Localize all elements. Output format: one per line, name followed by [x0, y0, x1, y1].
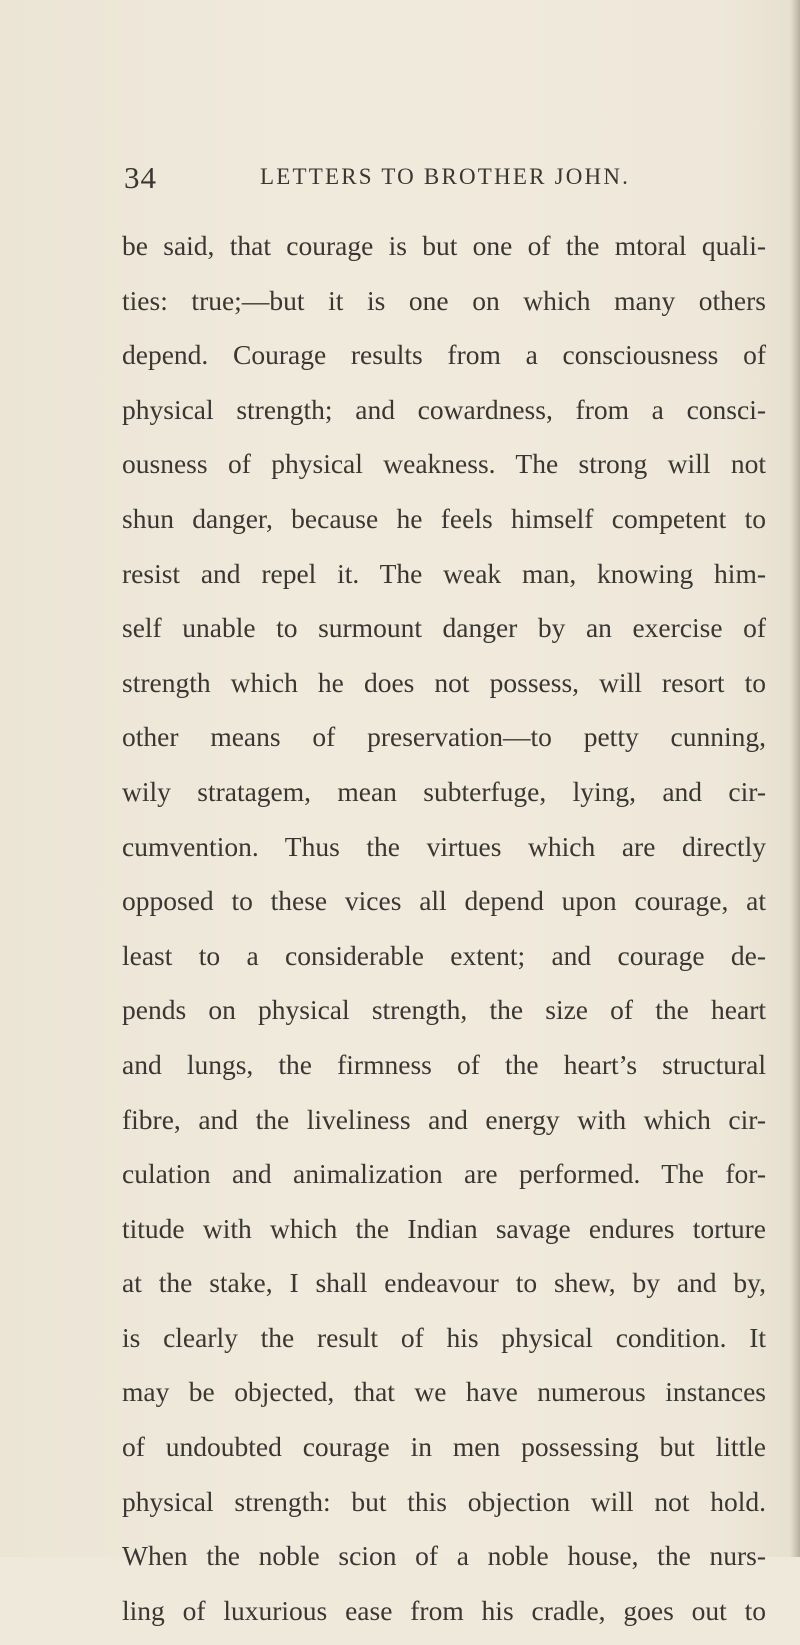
text-line: may be objected, that we have numerous instances	[122, 1376, 766, 1408]
text-line: and lungs, the firmness of the heart’s structural	[122, 1048, 766, 1080]
text-line: physical strength: but this objection will not hold.	[122, 1485, 766, 1517]
text-line: culation and animalization are performed. The for-	[122, 1158, 766, 1190]
text-line: be said, that courage is but one of the mtoral quali-	[122, 230, 766, 261]
text-line: least to a considerable extent; and courage de-	[122, 939, 766, 971]
text-line: pends on physical strength, the size of the heart	[122, 994, 766, 1026]
text-line: at the stake, I shall endeavour to shew, by and by,	[122, 1267, 766, 1299]
text-line: is clearly the result of his physical condition. It	[122, 1321, 766, 1353]
running-title: LETTERS TO BROTHER JOHN.	[260, 164, 631, 189]
text-line: depend. Courage results from a consciousness of	[122, 339, 766, 371]
text-line: shun danger, because he feels himself competent to	[122, 502, 766, 534]
text-line: strength which he does not possess, will resort to	[122, 666, 766, 698]
text-line: cumvention. Thus the virtues which are directly	[122, 830, 766, 862]
text-line: When the noble scion of a noble house, the nurs-	[122, 1540, 766, 1572]
body-text	[122, 226, 766, 1645]
text-line: titude with which the Indian savage endures torture	[122, 1212, 766, 1244]
text-line: ling of luxurious ease from his cradle, goes out to	[122, 1594, 766, 1626]
text-line: fibre, and the liveliness and energy with which cir-	[122, 1103, 766, 1135]
text-line: other means of preservation—to petty cunning,	[122, 721, 766, 753]
page-header	[124, 160, 764, 200]
text-line: ties: true;—but it is one on which many others	[122, 284, 766, 316]
text-line: self unable to surmount danger by an exercise of	[122, 612, 766, 644]
text-line: opposed to these vices all depend upon courage, at	[122, 885, 766, 917]
text-line: physical strength; and cowardness, from a consci-	[122, 393, 766, 425]
text-line: resist and repel it. The weak man, knowing him-	[122, 557, 766, 589]
page-edge-shadow	[790, 0, 800, 1557]
text-line: wily stratagem, mean subterfuge, lying, and cir-	[122, 775, 766, 807]
text-line: of undoubted courage in men possessing but little	[122, 1431, 766, 1463]
page-number: 34	[124, 160, 157, 195]
text-line: ousness of physical weakness. The strong will not	[122, 448, 766, 480]
